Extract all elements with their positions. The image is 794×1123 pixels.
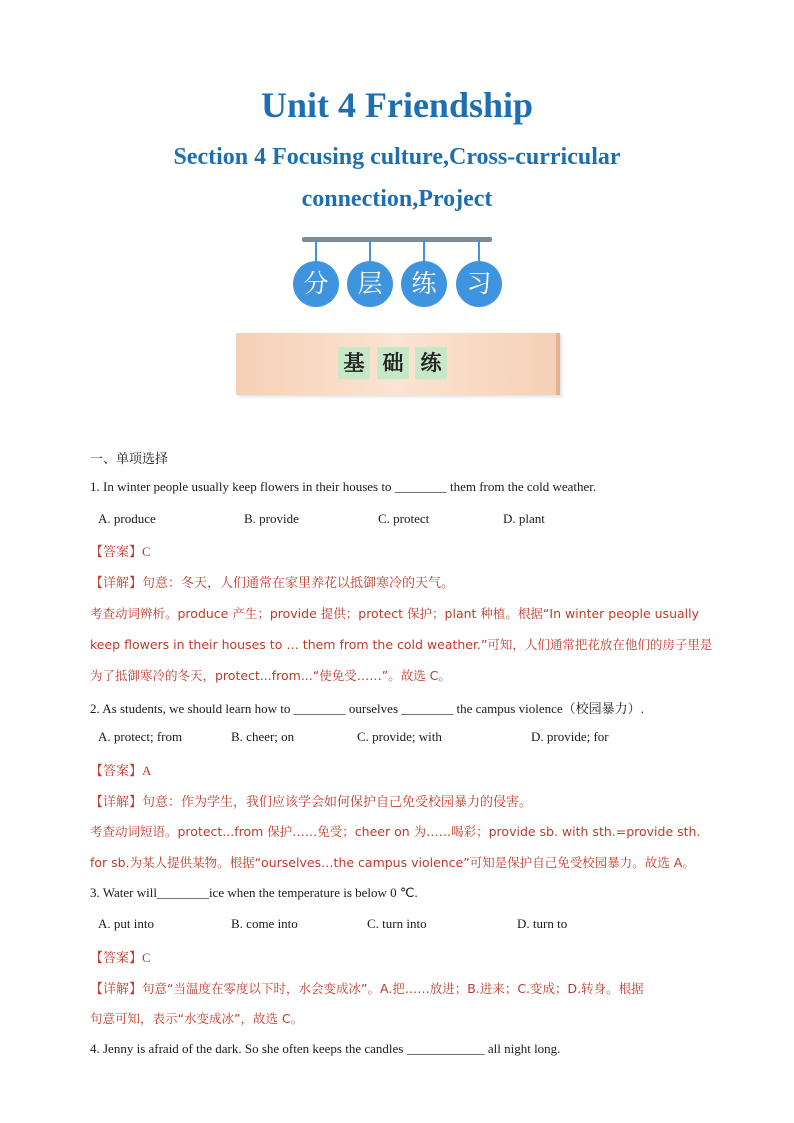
hanger-pin [369,240,371,262]
detail-label: 【详解】 [90,795,143,810]
section-title-line1: Section 4 Focusing culture,Cross-curricular [173,144,621,170]
analysis-text: 为了抵御寒冷的冬天，protect...from...“使免受……”。故选 C。 [90,668,451,683]
answer-line [90,947,710,966]
hanger-bar [302,237,492,242]
answer-value: A [142,763,152,778]
analysis-text: for sb.为某人提供某物。根据“ourselves…the campus violence”可知是保护自己免受校园暴力。故选 A。 [90,855,695,870]
detail-text: 句意：冬天，人们通常在家里养花以抵御寒冷的天气。 [142,576,455,591]
answer-value: C [142,950,151,965]
answer-value: C [142,544,151,559]
detail-line [90,791,710,810]
option-d: D. plant [503,511,545,526]
banner-char-1: 基 [338,347,370,379]
option-c: C. provide; with [357,729,442,744]
answer-line [90,541,710,560]
detail-line [90,572,710,591]
question-stem: 3. Water will________ice when the temperature is below 0 ℃. [90,885,418,900]
option-c: C. turn into [367,916,427,931]
hanger-pin [478,240,480,262]
question-stem: 2. As students, we should learn how to ________ ourselves ________ the campus violence（校园暴力）. [90,701,644,716]
hanger-pin [423,240,425,262]
answer-line [90,760,710,779]
section-title-line2: connection,Project [301,186,493,212]
answer-label: 【答案】 [90,951,143,966]
detail-label: 【详解】 [90,576,143,591]
analysis-text: keep flowers in their houses to … them from the cold weather.”可知，人们通常把花放在他们的房子里是 [90,637,713,652]
circle-char-3: 练 [401,261,447,307]
circle-char-4: 习 [456,261,502,307]
question-stem: 4. Jenny is afraid of the dark. So she often keeps the candles ____________ all night long. [90,1041,561,1056]
detail-text: 句意：作为学生，我们应该学会如何保护自己免受校园暴力的侵害。 [142,795,533,810]
banner-char-3: 练 [415,347,447,379]
analysis-text: 考查动词辨析。produce 产生；provide 提供；protect 保护；plant 种植。根据“In winter people usually [90,606,699,621]
option-d: D. turn to [517,916,568,931]
answer-label: 【答案】 [90,545,143,560]
option-d: D. provide; for [531,729,609,744]
hanger-pin [315,240,317,262]
circle-char-2: 层 [347,261,393,307]
banner-char-2: 础 [377,347,409,379]
circle-char-1: 分 [293,261,339,307]
detail-line [90,978,710,997]
section-heading: 一、单项选择 [90,452,169,467]
option-b: B. cheer; on [231,729,295,744]
question-stem: 1. In winter people usually keep flowers in their houses to ________ them from the cold weather. [90,479,597,494]
analysis-text: 考查动词短语。protect...from 保护……免受；cheer on 为……喝彩；provide sb. with sth.=provide sth. [90,824,701,839]
option-c: C. protect [378,511,430,526]
detail-label: 【详解】 [90,982,143,997]
option-b: B. provide [244,511,299,526]
answer-label: 【答案】 [90,764,143,779]
detail-text-cont: 句意可知，表示“水变成冰”，故选 C。 [90,1011,304,1026]
option-a: A. produce [98,511,156,526]
unit-title: Unit 4 Friendship [260,85,534,125]
option-a: A. protect; from [98,729,183,744]
detail-text: 句意“当温度在零度以下时，水会变成冰”。A.把……放进；B.进来；C.变成；D.转身。根据 [142,981,644,996]
option-b: B. come into [231,916,298,931]
option-a: A. put into [98,916,154,931]
